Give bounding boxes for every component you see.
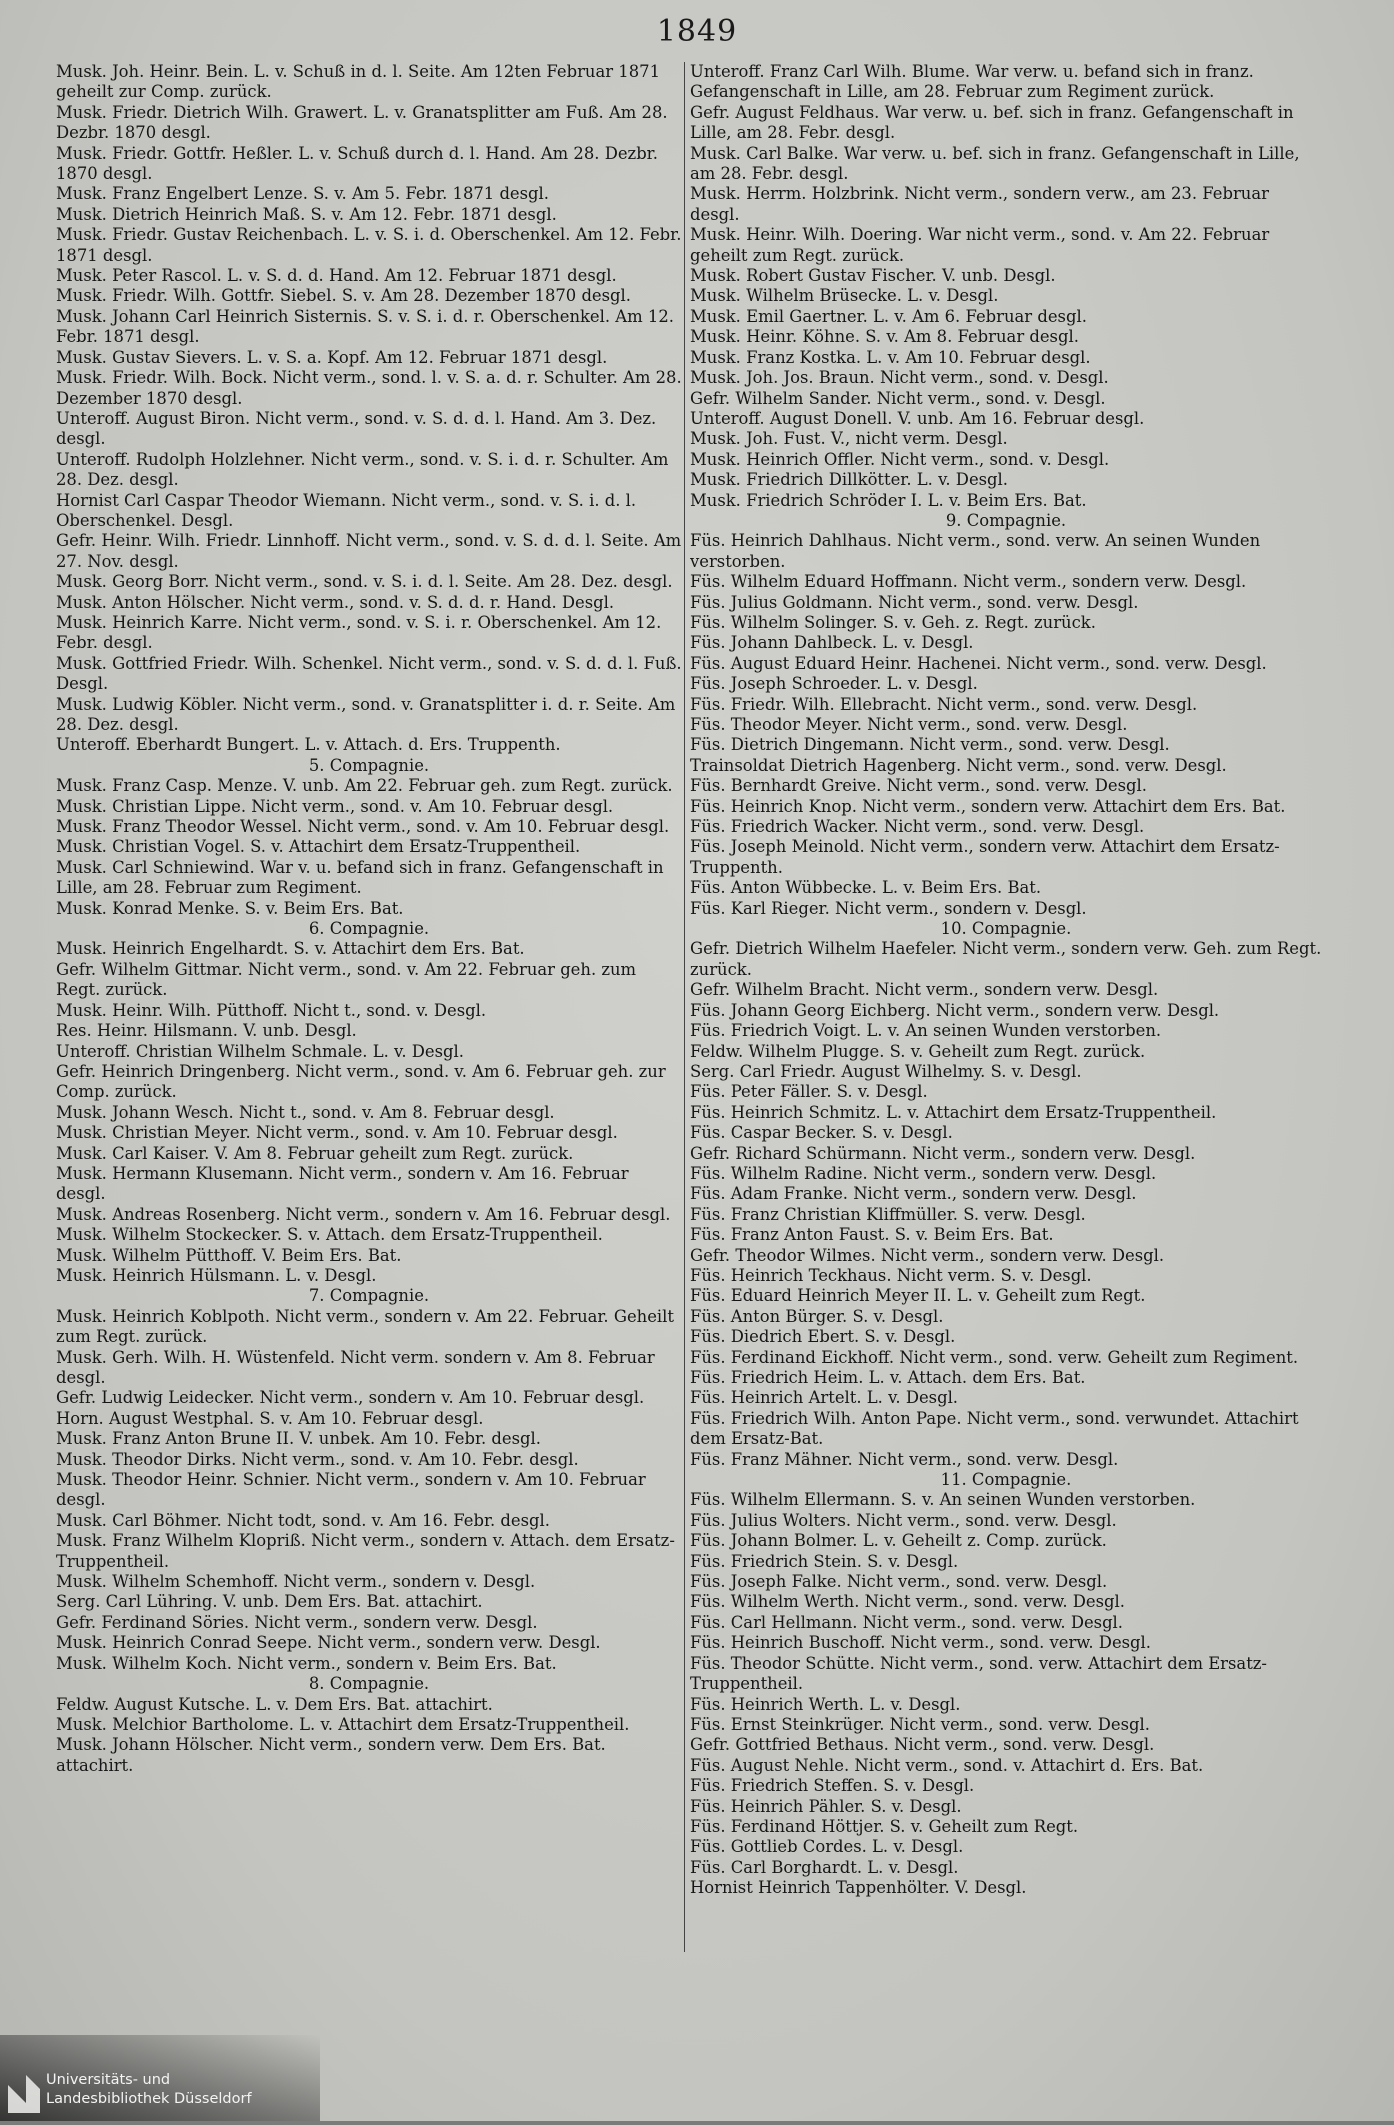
roster-entry: Füs. August Eduard Heinr. Hachenei. Nicht verm., sond. verw. Desgl. [690, 653, 1267, 673]
roster-entry: Musk. Franz Anton Brune II. V. unbek. Am 10. Febr. desgl. [56, 1429, 541, 1449]
roster-entry: Füs. Julius Wolters. Nicht verm., sond. verw. Desgl. [690, 1510, 1117, 1530]
roster-entry: Füs. Julius Goldmann. Nicht verm., sond. verw. Desgl. [690, 592, 1139, 612]
roster-entry: Füs. Anton Bürger. S. v. Desgl. [690, 1306, 944, 1326]
roster-entry: Füs. Friedrich Wacker. Nicht verm., sond. verw. Desgl. [690, 817, 1145, 837]
roster-entry: Füs. Franz Mähner. Nicht verm., sond. verw. Desgl. [690, 1449, 1119, 1469]
roster-entry: Füs. Heinrich Teckhaus. Nicht verm. S. v. Desgl. [690, 1265, 1092, 1285]
roster-entry: Füs. Heinrich Buschoff. Nicht verm., sond. verw. Desgl. [690, 1633, 1152, 1653]
right-column [690, 62, 1322, 1942]
roster-entry: Musk. Joh. Heinr. Bein. L. v. Schuß in d. l. Seite. Am 12ten Februar 1871 geheilt zur Comp. zurück. [56, 62, 660, 102]
roster-entry: Musk. Carl Kaiser. V. Am 8. Februar geheilt zum Regt. zurück. [56, 1143, 574, 1163]
roster-entry: Hornist Heinrich Tappenhölter. V. Desgl. [690, 1878, 1027, 1898]
roster-entry: Musk. Franz Wilhelm Klopriß. Nicht verm., sondern v. Attach. dem Ersatz-Truppentheil. [56, 1531, 675, 1571]
roster-entry: Füs. Dietrich Dingemann. Nicht verm., sond. verw. Desgl. [690, 735, 1170, 755]
roster-entry: Musk. Friedr. Wilh. Gottfr. Siebel. S. v. Am 28. Dezember 1870 desgl. [56, 286, 631, 306]
roster-entry: Gefr. Richard Schürmann. Nicht verm., sondern verw. Desgl. [690, 1143, 1196, 1163]
roster-entry: Füs. Diedrich Ebert. S. v. Desgl. [690, 1327, 956, 1347]
roster-entry: Musk. Wilhelm Schemhoff. Nicht verm., sondern v. Desgl. [56, 1572, 536, 1592]
roster-entry: Gefr. Wilhelm Gittmar. Nicht verm., sond. v. Am 22. Februar geh. zum Regt. zurück. [56, 959, 637, 1000]
roster-entry: Musk. Carl Schniewind. War v. u. befand sich in franz. Gefangenschaft in Lille, am 28. Februar zum Regiment. [56, 857, 664, 898]
library-name-line1: Universitäts- und [46, 2072, 171, 2088]
roster-entry: Füs. Bernhardt Greive. Nicht verm., sond. verw. Desgl. [690, 776, 1147, 796]
column-divider [684, 62, 685, 1952]
roster-entry: Musk. Heinr. Wilh. Doering. War nicht verm., sond. v. Am 22. Februar geheilt zum Regt. zurück. [690, 225, 1270, 265]
roster-entry: Musk. Melchior Bartholome. L. v. Attachirt dem Ersatz-Truppentheil. [56, 1714, 630, 1734]
roster-entry: Gefr. Heinr. Wilh. Friedr. Linnhoff. Nicht verm., sond. v. S. d. d. l. Seite. Am 27. Nov. desgl. [56, 531, 682, 571]
roster-entry: Füs. Johann Dahlbeck. L. v. Desgl. [690, 633, 974, 653]
roster-entry: Füs. Theodor Schütte. Nicht verm., sond. verw. Attachirt dem Ersatz-Truppentheil. [690, 1653, 1267, 1694]
roster-entry: Gefr. Ferdinand Söries. Nicht verm., sondern verw. Desgl. [56, 1612, 538, 1632]
roster-entry: Füs. Theodor Meyer. Nicht verm., sond. verw. Desgl. [690, 715, 1128, 734]
roster-entry: Musk. Peter Rascol. L. v. S. d. d. Hand. Am 12. Februar 1871 desgl. [56, 266, 617, 286]
company-heading: 5. Compagnie. [308, 755, 430, 775]
roster-entry: Gefr. August Feldhaus. War verw. u. bef. sich in franz. Gefangenschaft in Lille, am 28. Febr. desgl. [690, 102, 1294, 143]
roster-entry: Musk. Wilhelm Pütthoff. V. Beim Ers. Bat. [56, 1245, 402, 1265]
roster-entry: Musk. Gustav Sievers. L. v. S. a. Kopf. Am 12. Februar 1871 desgl. [56, 347, 608, 367]
roster-entry: Unteroff. August Biron. Nicht verm., sond. v. S. d. d. l. Hand. Am 3. Dez. desgl. [56, 408, 657, 449]
roster-entry: Musk. Franz Engelbert Lenze. S. v. Am 5. Febr. 1871 desgl. [56, 184, 549, 204]
company-heading: 11. Compagnie. [940, 1470, 1072, 1490]
roster-entry: Serg. Carl Friedr. August Wilhelmy. S. v. Desgl. [690, 1061, 1082, 1081]
roster-entry: Füs. Karl Rieger. Nicht verm., sondern v. Desgl. [690, 898, 1087, 918]
roster-entry: Gefr. Dietrich Wilhelm Haefeler. Nicht verm., sondern verw. Geh. zum Regt. zurück. [690, 939, 1322, 979]
roster-entry: Musk. Heinrich Hülsmann. L. v. Desgl. [56, 1265, 377, 1285]
roster-entry: Serg. Carl Lühring. V. unb. Dem Ers. Bat. attachirt. [56, 1592, 483, 1612]
roster-entry: Füs. Friedr. Wilh. Ellebracht. Nicht verm., sond. verw. Desgl. [690, 694, 1198, 714]
roster-entry: Gefr. Gottfried Bethaus. Nicht verm., sond. verw. Desgl. [690, 1735, 1155, 1755]
roster-entry: Füs. August Nehle. Nicht verm., sond. v. Attachirt d. Ers. Bat. [690, 1755, 1204, 1775]
roster-entry: Musk. Johann Wesch. Nicht t., sond. v. Am 8. Februar desgl. [56, 1102, 555, 1122]
page-number: 1849 [656, 14, 738, 49]
roster-entry: Füs. Heinrich Artelt. L. v. Desgl. [690, 1388, 959, 1408]
roster-entry: Musk. Franz Kostka. L. v. Am 10. Februar desgl. [690, 347, 1091, 367]
roster-entry: Musk. Emil Gaertner. L. v. Am 6. Februar desgl. [690, 306, 1087, 326]
roster-entry: Musk. Franz Theodor Wessel. Nicht verm., sond. v. Am 10. Februar desgl. [56, 817, 670, 837]
roster-entry: Unteroff. Eberhardt Bungert. L. v. Attach. d. Ers. Truppenth. [56, 735, 561, 755]
roster-entry: Musk. Friedrich Schröder I. L. v. Beim Ers. Bat. [690, 490, 1087, 510]
left-column [56, 62, 682, 1942]
roster-entry: Füs. Joseph Schroeder. L. v. Desgl. [690, 674, 978, 694]
roster-entry: Musk. Friedrich Dillkötter. L. v. Desgl. [690, 470, 1008, 490]
company-heading: 6. Compagnie. [308, 919, 430, 939]
roster-entry: Füs. Heinrich Schmitz. L. v. Attachirt dem Ersatz-Truppentheil. [690, 1102, 1217, 1122]
roster-entry: Füs. Johann Georg Eichberg. Nicht verm., sondern verw. Desgl. [690, 1000, 1220, 1020]
roster-entry: Musk. Heinrich Koblpoth. Nicht verm., sondern v. Am 22. Februar. Geheilt zum Regt. zurück. [56, 1306, 674, 1347]
roster-entry: Musk. Friedr. Gottfr. Heßler. L. v. Schuß durch d. l. Hand. Am 28. Dezbr. 1870 desgl. [56, 143, 658, 184]
roster-entry: Füs. Caspar Becker. S. v. Desgl. [690, 1123, 953, 1143]
library-name-line2: Landesbibliothek Düsseldorf [46, 2091, 252, 2107]
roster-entry: Füs. Heinrich Dahlhaus. Nicht verm., sond. verw. An seinen Wunden verstorben. [690, 531, 1261, 571]
company-heading: 7. Compagnie. [308, 1286, 430, 1306]
roster-entry: Musk. Heinrich Engelhardt. S. v. Attachirt dem Ers. Bat. [56, 939, 525, 959]
roster-entry: Gefr. Ludwig Leidecker. Nicht verm., sondern v. Am 10. Februar desgl. [56, 1388, 645, 1408]
company-heading: 10. Compagnie. [940, 919, 1072, 939]
roster-entry: Füs. Ferdinand Höttjer. S. v. Geheilt zum Regt. [690, 1816, 1079, 1836]
roster-entry: Unteroff. Franz Carl Wilh. Blume. War verw. u. befand sich in franz. Gefangenschaft in Lille, am 28. Februar zum Regiment zurück. [690, 62, 1254, 102]
roster-entry: Füs. Heinrich Werth. L. v. Desgl. [690, 1694, 961, 1714]
roster-entry: Musk. Joh. Jos. Braun. Nicht verm., sond. v. Desgl. [690, 368, 1109, 388]
roster-entry: Gefr. Theodor Wilmes. Nicht verm., sondern verw. Desgl. [690, 1245, 1165, 1265]
roster-entry: Musk. Christian Vogel. S. v. Attachirt dem Ersatz-Truppentheil. [56, 837, 581, 857]
roster-entry: Füs. Ernst Steinkrüger. Nicht verm., sond. verw. Desgl. [690, 1714, 1150, 1734]
roster-entry: Füs. Gottlieb Cordes. L. v. Desgl. [690, 1837, 964, 1857]
roster-entry: Musk. Joh. Fust. V., nicht verm. Desgl. [690, 429, 1008, 449]
roster-entry: Füs. Carl Borghardt. L. v. Desgl. [690, 1857, 959, 1877]
roster-entry: Füs. Adam Franke. Nicht verm., sondern verw. Desgl. [690, 1184, 1137, 1204]
roster-entry: Gefr. Heinrich Dringenberg. Nicht verm., sond. v. Am 6. Februar geh. zur Comp. zurück. [56, 1061, 666, 1102]
roster-entry: Füs. Friedrich Stein. S. v. Desgl. [690, 1551, 959, 1571]
roster-entry: Hornist Carl Caspar Theodor Wiemann. Nicht verm., sond. v. S. i. d. l. Oberschenkel. Desgl. [56, 490, 637, 530]
roster-entry: Musk. Theodor Heinr. Schnier. Nicht verm., sondern v. Am 10. Februar desgl. [56, 1470, 646, 1510]
roster-entry: Füs. Ferdinand Eickhoff. Nicht verm., sond. verw. Geheilt zum Regiment. [690, 1347, 1299, 1367]
roster-entry: Gefr. Wilhelm Bracht. Nicht verm., sondern verw. Desgl. [690, 980, 1159, 1000]
roster-entry: Füs. Heinrich Pähler. S. v. Desgl. [690, 1796, 962, 1816]
roster-entry: Musk. Georg Borr. Nicht verm., sond. v. S. i. d. l. Seite. Am 28. Dez. desgl. [56, 572, 673, 592]
roster-entry: Res. Heinr. Hilsmann. V. unb. Desgl. [56, 1021, 357, 1041]
roster-entry: Musk. Heinr. Köhne. S. v. Am 8. Februar desgl. [690, 327, 1079, 347]
roster-entry: Musk. Friedr. Wilh. Bock. Nicht verm., sond. l. v. S. a. d. r. Schulter. Am 28. Dezember 1870 desgl. [56, 368, 682, 408]
roster-entry: Musk. Wilhelm Koch. Nicht verm., sondern v. Beim Ers. Bat. [56, 1653, 557, 1673]
roster-entry: Musk. Theodor Dirks. Nicht verm., sond. v. Am 10. Febr. desgl. [56, 1449, 579, 1469]
roster-entry: Musk. Robert Gustav Fischer. V. unb. Desgl. [690, 266, 1056, 286]
roster-entry: Horn. August Westphal. S. v. Am 10. Februar desgl. [56, 1408, 484, 1428]
roster-entry: Musk. Heinrich Offler. Nicht verm., sond. v. Desgl. [690, 449, 1110, 469]
roster-entry: Musk. Johann Carl Heinrich Sisternis. S. v. S. i. d. r. Oberschenkel. Am 12. Febr. 1871 desgl. [56, 306, 674, 347]
roster-entry: Unteroff. Rudolph Holzlehner. Nicht verm., sond. v. S. i. d. r. Schulter. Am 28. Dez. desgl. [56, 449, 669, 490]
roster-entry: Musk. Johann Hölscher. Nicht verm., sondern verw. Dem Ers. Bat. attachirt. [56, 1735, 606, 1775]
roster-entry: Trainsoldat Dietrich Hagenberg. Nicht verm., sond. verw. Desgl. [690, 755, 1227, 775]
roster-entry: Musk. Friedr. Dietrich Wilh. Grawert. L. v. Granatsplitter am Fuß. Am 28. Dezbr. 1870 desgl. [56, 102, 668, 143]
library-logo [0, 2035, 320, 2121]
roster-entry: Füs. Franz Christian Kliffmüller. S. verw. Desgl. [690, 1204, 1086, 1224]
roster-entry: Füs. Friedrich Steffen. S. v. Desgl. [690, 1776, 975, 1796]
roster-entry: Füs. Anton Wübbecke. L. v. Beim Ers. Bat. [690, 878, 1042, 898]
roster-entry: Gefr. Wilhelm Sander. Nicht verm., sond. v. Desgl. [690, 388, 1106, 408]
roster-entry: Füs. Peter Fäller. S. v. Desgl. [690, 1082, 928, 1102]
roster-entry: Musk. Friedr. Gustav Reichenbach. L. v. S. i. d. Oberschenkel. Am 12. Febr. 1871 desgl. [56, 225, 682, 265]
roster-entry: Füs. Wilhelm Werth. Nicht verm., sond. verw. Desgl. [690, 1592, 1125, 1612]
roster-entry: Musk. Gerh. Wilh. H. Wüstenfeld. Nicht verm. sondern v. Am 8. Februar desgl. [56, 1347, 655, 1387]
roster-entry: Musk. Carl Böhmer. Nicht todt, sond. v. Am 16. Febr. desgl. [56, 1510, 550, 1530]
library-name [46, 2071, 252, 2109]
roster-entry: Musk. Wilhelm Brüsecke. L. v. Desgl. [690, 286, 999, 306]
roster-entry: Füs. Heinrich Knop. Nicht verm., sondern verw. Attachirt dem Ers. Bat. [690, 796, 1286, 816]
roster-entry: Feldw. August Kutsche. L. v. Dem Ers. Bat. attachirt. [56, 1694, 493, 1714]
roster-entry: Füs. Joseph Meinold. Nicht verm., sondern verw. Attachirt dem Ersatz-Truppenth. [690, 837, 1280, 877]
roster-entry: Füs. Joseph Falke. Nicht verm., sond. verw. Desgl. [690, 1572, 1108, 1592]
roster-entry: Musk. Ludwig Köbler. Nicht verm., sond. v. Granatsplitter i. d. r. Seite. Am 28. Dez. desgl. [56, 694, 676, 734]
roster-entry: Musk. Christian Meyer. Nicht verm., sond. v. Am 10. Februar desgl. [56, 1123, 618, 1143]
roster-entry: Füs. Friedrich Wilh. Anton Pape. Nicht verm., sond. verwundet. Attachirt dem Ersatz-Bat. [690, 1408, 1299, 1449]
roster-entry: Musk. Andreas Rosenberg. Nicht verm., sondern v. Am 16. Februar desgl. [56, 1204, 671, 1224]
roster-entry: Füs. Friedrich Heim. L. v. Attach. dem Ers. Bat. [690, 1368, 1086, 1387]
roster-entry: Musk. Gottfried Friedr. Wilh. Schenkel. Nicht verm., sond. v. S. d. d. l. Fuß. Desgl. [56, 653, 682, 694]
roster-entry: Füs. Johann Bolmer. L. v. Geheilt z. Comp. zurück. [690, 1531, 1107, 1551]
roster-entry: Musk. Heinr. Wilh. Pütthoff. Nicht t., sond. v. Desgl. [56, 1000, 487, 1020]
roster-entry: Musk. Carl Balke. War verw. u. bef. sich in franz. Gefangenschaft in Lille, am 28. Febr. desgl. [690, 143, 1300, 184]
roster-entry: Musk. Heinrich Karre. Nicht verm., sond. v. S. i. r. Oberschenkel. Am 12. Febr. desgl. [56, 612, 662, 653]
company-heading: 8. Compagnie. [308, 1674, 430, 1694]
roster-entry: Füs. Friedrich Voigt. L. v. An seinen Wunden verstorben. [690, 1021, 1162, 1041]
roster-entry: Füs. Wilhelm Solinger. S. v. Geh. z. Regt. zurück. [690, 612, 1096, 632]
roster-entry: Füs. Wilhelm Radine. Nicht verm., sondern verw. Desgl. [690, 1163, 1157, 1183]
roster-entry: Musk. Anton Hölscher. Nicht verm., sond. v. S. d. d. r. Hand. Desgl. [56, 592, 615, 612]
roster-entry: Füs. Carl Hellmann. Nicht verm., sond. verw. Desgl. [690, 1612, 1124, 1632]
roster-entry: Musk. Wilhelm Stockecker. S. v. Attach. dem Ersatz-Truppentheil. [56, 1225, 603, 1245]
roster-entry: Musk. Dietrich Heinrich Maß. S. v. Am 12. Febr. 1871 desgl. [56, 204, 557, 224]
roster-entry: Musk. Konrad Menke. S. v. Beim Ers. Bat. [56, 898, 404, 918]
roster-entry: Musk. Herrm. Holzbrink. Nicht verm., sondern verw., am 23. Februar desgl. [690, 184, 1269, 224]
roster-entry: Musk. Hermann Klusemann. Nicht verm., sondern v. Am 16. Februar desgl. [56, 1163, 629, 1204]
roster-entry: Feldw. Wilhelm Plugge. S. v. Geheilt zum Regt. zurück. [690, 1041, 1146, 1061]
roster-entry: Musk. Heinrich Conrad Seepe. Nicht verm., sondern verw. Desgl. [56, 1633, 601, 1653]
roster-entry: Füs. Wilhelm Ellermann. S. v. An seinen Wunden verstorben. [690, 1490, 1196, 1510]
roster-entry: Unteroff. August Donell. V. unb. Am 16. Februar desgl. [690, 408, 1145, 428]
roster-entry: Füs. Wilhelm Eduard Hoffmann. Nicht verm., sondern verw. Desgl. [690, 572, 1247, 592]
company-heading: 9. Compagnie. [945, 510, 1067, 530]
roster-entry: Unteroff. Christian Wilhelm Schmale. L. v. Desgl. [56, 1041, 464, 1061]
roster-entry: Füs. Eduard Heinrich Meyer II. L. v. Geheilt zum Regt. [690, 1286, 1146, 1306]
roster-entry: Füs. Franz Anton Faust. S. v. Beim Ers. Bat. [690, 1225, 1054, 1245]
roster-entry: Musk. Franz Casp. Menze. V. unb. Am 22. Februar geh. zum Regt. zurück. [56, 776, 673, 796]
roster-entry: Musk. Christian Lippe. Nicht verm., sond. v. Am 10. Februar desgl. [56, 796, 614, 816]
